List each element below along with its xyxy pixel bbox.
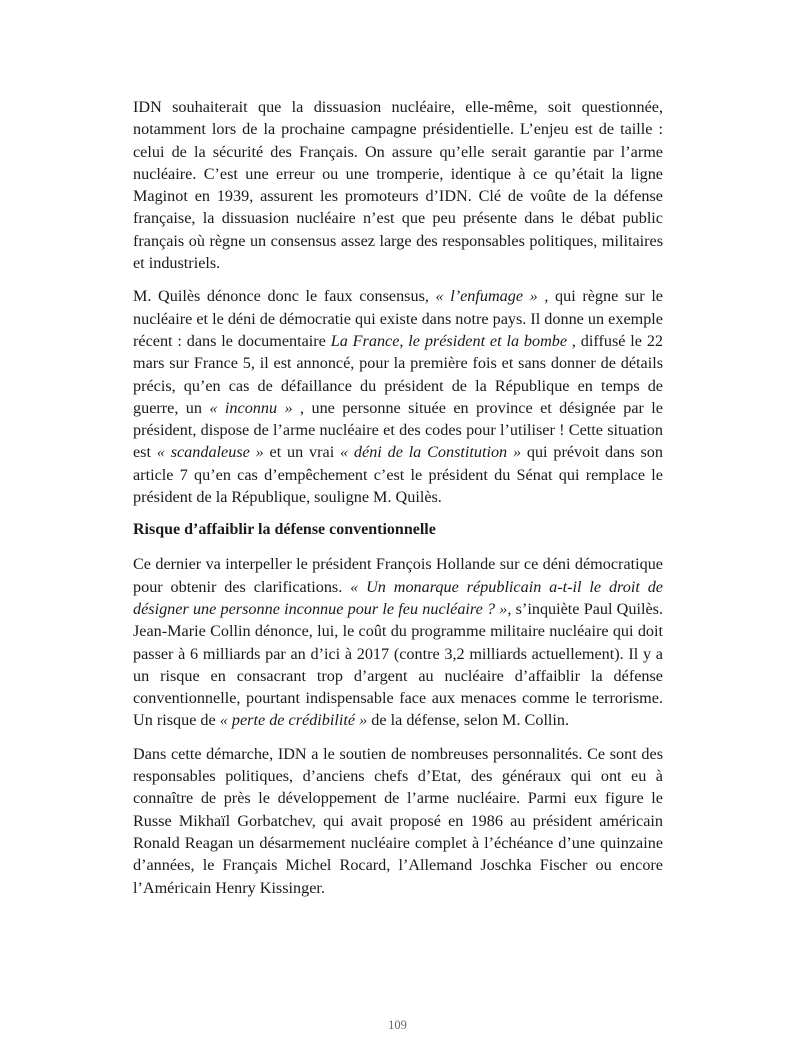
paragraph-soutien-personnalites [133, 743, 663, 899]
paragraph-quiles-consensus [133, 285, 663, 508]
paragraph-text: IDN souhaiterait que la dissuasion nucléaire, elle-même, soit questionnée, notamment lors de la prochaine campagne présidentielle. L’enjeu est de taille : celui de la sécurité des Français. On assure qu’elle serait garantie par l’arme nucléaire. C’est une erreur ou une tromperie, identique à ce qu’était la ligne Maginot en 1939, assurent les promoteurs d’IDN. Clé de voûte de la défense française, la dissuasion nucléaire n’est que peu présente dans le débat public français où règne un consensus assez large des responsables politiques, militaires et industriels. [133, 98, 663, 273]
quote-deni-constitution: « déni de la Constitution » [340, 443, 522, 462]
paragraph-idn-dissuasion [133, 96, 663, 274]
quote-perte-credibilite: « perte de crédibilité » [219, 711, 368, 730]
quote-enfumage: « l’enfumage » [435, 287, 538, 306]
section-heading: Risque d’affaiblir la défense conventionnelle [133, 521, 436, 539]
text-segment: , diffusé le 22 mars sur France 5, il est annoncé, pour la première fois et sans donner de détails précis, qu’en cas de défaillance du président de la République en temps de guerre, un [133, 331, 664, 417]
text-segment: et un vrai [263, 443, 341, 462]
text-segment: M. Quilès dénonce donc le faux consensus, [133, 287, 436, 306]
documentary-title: La France, le président et la bombe [330, 331, 568, 350]
text-segment: de la défense, selon M. Collin. [367, 711, 570, 730]
paragraph-interpellation-hollande [133, 553, 663, 731]
text-segment: , s’inquiète Paul Quilès. Jean-Marie Collin dénonce, lui, le coût du programme militaire nucléaire qui doit passer à 6 milliards par an d’ici à 2017 (contre 3,2 milliards actuellement). Il y a un risque en consacrant trop d’argent au nucléaire d’affaiblir la défense conventionnelle, pourtant indispensable face aux menaces comme le terrorisme. Un risque de [133, 599, 663, 730]
page-body [133, 96, 663, 910]
quote-monarque: « Un monarque républicain a-t-il le droit de désigner une personne inconnue pour le feu nucléaire ? » [133, 577, 663, 618]
paragraph-text: Dans cette démarche, IDN a le soutien de nombreuses personnalités. Ce sont des responsables politiques, d’anciens chefs d’Etat, des généraux qui ont eu à connaître de près le développement de l’arme nucléaire. Parmi eux figure le Russe Mikhaïl Gorbatchev, qui avait proposé en 1986 au président américain Ronald Reagan un désarmement nucléaire complet à l’échéance d’une quinzaine d’années, le Français Michel Rocard, l’Allemand Joschka Fischer ou encore l’Américain Henry Kissinger. [133, 744, 663, 897]
text-segment: qui prévoit dans son article 7 qu’en cas d’empêchement c’est le président du Sénat qui remplace le président de la République, souligne M. Quilès. [133, 443, 663, 507]
text-segment: , une personne située en province et désignée par le président, dispose de l’arme nucléaire et des codes pour l’utiliser ! Cette situation est [133, 398, 663, 462]
text-segment: , qui règne sur le nucléaire et le déni de démocratie qui existe dans notre pays. Il donne un exemple récent : dans le documentaire [133, 287, 663, 350]
text-segment: Ce dernier va interpeller le président François Hollande sur ce déni démocratique pour obtenir des clarifications. [133, 555, 663, 596]
page-number: 109 [388, 1018, 407, 1032]
quote-inconnu: « inconnu » [209, 398, 293, 417]
quote-scandaleuse: « scandaleuse » [156, 443, 264, 462]
